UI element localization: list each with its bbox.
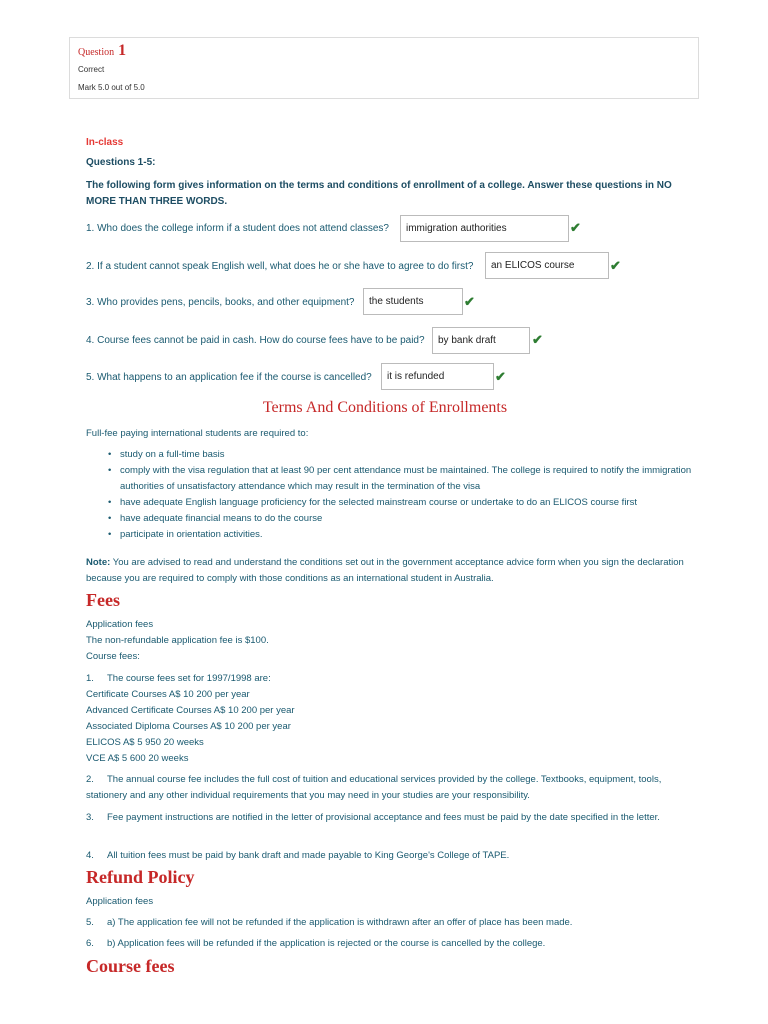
fee-line: Associated Diploma Courses A$ 10 200 per year (86, 721, 291, 732)
fee-line: Certificate Courses A$ 10 200 per year (86, 689, 250, 700)
answer-3-input[interactable] (363, 288, 463, 315)
terms-note (86, 555, 696, 587)
note-text: You are advised to read and understand the conditions set out in the government acceptance advice form when you sign the declaration because you are required to comply with those conditions as an international student in Australia. (86, 557, 684, 584)
note-label: Note: (86, 557, 111, 568)
check-icon: ✔ (532, 332, 543, 347)
fees-item-2-text: The annual course fee includes the full cost of tuition and educational services provided by the college. Textbooks, equipment, tools, stationery and any other individual requirements that you may need in your studies are your responsibility. (86, 774, 662, 801)
fee-line: Advanced Certificate Courses A$ 10 200 per year (86, 705, 295, 716)
fees-item-4-text: All tuition fees must be paid by bank draft and made payable to King George's College of TAPE. (107, 850, 510, 861)
question-1-text: 1. Who does the college inform if a student does not attend classes? (86, 223, 389, 234)
fees-course-label: Course fees: (86, 651, 140, 662)
check-icon: ✔ (610, 258, 621, 273)
fees-non-refundable: The non-refundable application fee is $100. (86, 635, 269, 646)
fees-item-1-number: 1. (86, 673, 94, 684)
refund-item-6-text: b) Application fees will be refunded if the application is rejected or the course is cancelled by the college. (107, 938, 546, 949)
question-status: Correct (78, 65, 105, 74)
list-item: • participate in orientation activities. (106, 527, 696, 543)
section-label: In-class (86, 137, 124, 148)
answer-1-input[interactable] (400, 215, 569, 242)
question-title (78, 42, 126, 60)
question-2-text: 2. If a student cannot speak English well, what does he or she have to agree to do first? (86, 261, 474, 272)
instructions: The following form gives information on the terms and conditions of enrollment of a college. Answer these questions in NO MORE THAN THREE WORDS. (86, 180, 672, 207)
answer-4-input[interactable] (432, 327, 530, 354)
answer-2-input[interactable] (485, 252, 609, 279)
refund-application-label: Application fees (86, 896, 154, 907)
refund-item-6-number: 6. (86, 938, 94, 949)
check-icon: ✔ (570, 220, 581, 235)
fees-item-1-text: The course fees set for 1997/1998 are: (107, 673, 271, 684)
fees-heading: Fees (86, 590, 120, 610)
fees-application-label: Application fees (86, 619, 154, 630)
fee-line: ELICOS A$ 5 950 20 weeks (86, 737, 204, 748)
question-5-text: 5. What happens to an application fee if the course is cancelled? (86, 372, 372, 383)
course-fees-heading: Course fees (86, 956, 175, 976)
list-item: • comply with the visa regulation that at least 90 per cent attendance must be maintained. The college is required to notify the immigration authorities of unsatisfactory attendance which may result in the termination of the visa (106, 463, 696, 495)
fees-item-3-text: Fee payment instructions are notified in the letter of provisional acceptance and fees must be paid by the date specified in the letter. (107, 812, 660, 823)
terms-intro: Full-fee paying international students are required to: (86, 428, 309, 439)
question-mark: Mark 5.0 out of 5.0 (78, 83, 145, 92)
refund-item-5-text: a) The application fee will not be refunded if the application is withdrawn after an offer of place has been made. (107, 917, 573, 928)
question-label: Question (78, 47, 115, 58)
answer-5-input[interactable] (381, 363, 494, 390)
check-icon: ✔ (464, 294, 475, 309)
questions-range: Questions 1-5: (86, 157, 156, 168)
fees-item-2-number: 2. (86, 774, 94, 785)
list-item: • have adequate English language proficiency for the selected mainstream course or undertake to do an ELICOS course first (106, 495, 696, 511)
list-item: • have adequate financial means to do the course (106, 511, 696, 527)
question-info-box (69, 37, 699, 99)
refund-heading: Refund Policy (86, 867, 195, 887)
fee-line: VCE A$ 5 600 20 weeks (86, 753, 189, 764)
question-4-text: 4. Course fees cannot be paid in cash. How do course fees have to be paid? (86, 335, 425, 346)
check-icon: ✔ (495, 369, 506, 384)
refund-item-5-number: 5. (86, 917, 94, 928)
terms-title: Terms And Conditions of Enrollments (262, 399, 508, 416)
fees-item-3-number: 3. (86, 812, 94, 823)
question-number: 1 (118, 42, 127, 59)
question-3-text: 3. Who provides pens, pencils, books, and other equipment? (86, 297, 355, 308)
terms-bullet-list (106, 447, 696, 543)
list-item: • study on a full-time basis (106, 447, 696, 463)
fees-item-4-number: 4. (86, 850, 94, 861)
